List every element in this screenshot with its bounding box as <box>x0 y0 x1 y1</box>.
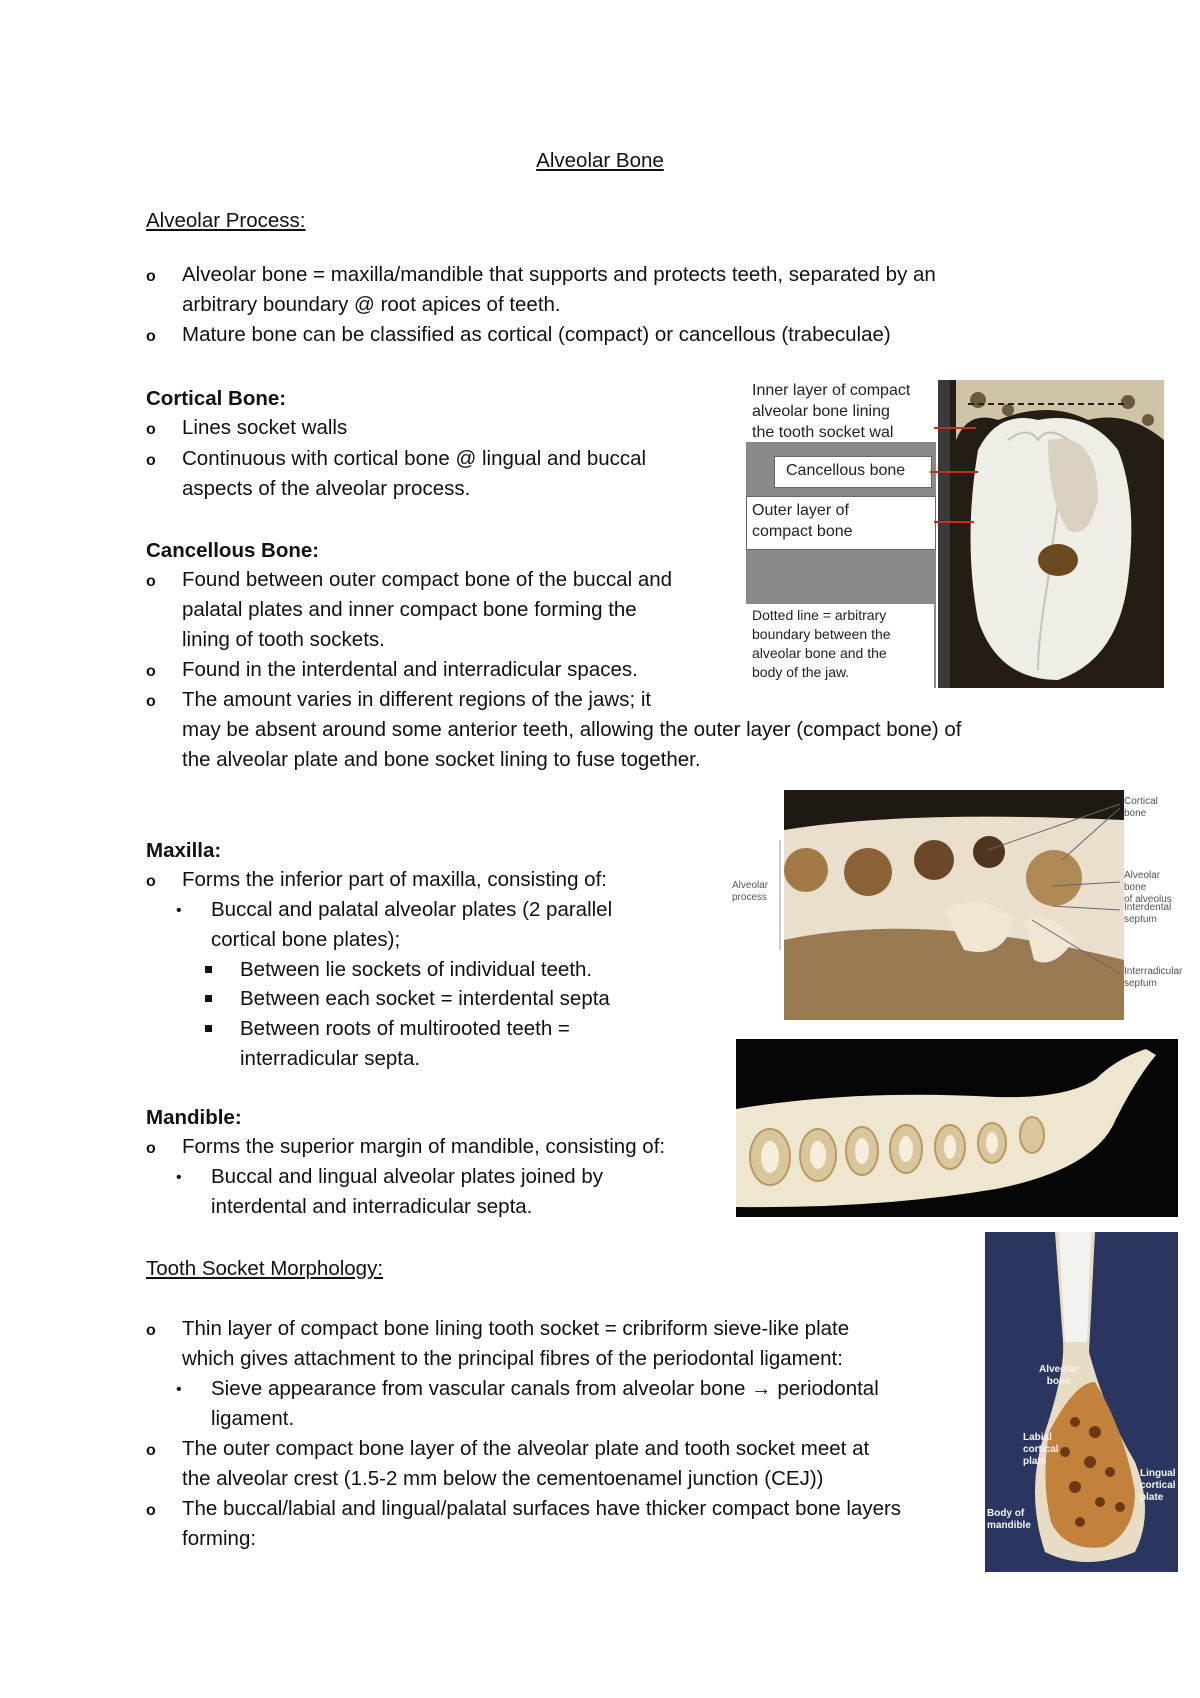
list-item-text: Buccal and palatal alveolar plates (2 parallel <box>211 898 613 921</box>
bullet: o <box>146 1140 156 1157</box>
list-item-text: the alveolar crest (1.5-2 mm below the cementoenamel junction (CEJ)) <box>182 1467 824 1490</box>
bullet: o <box>146 573 156 590</box>
pointer-lines <box>746 380 1164 688</box>
label-alveolar-bone: Alveolar <box>1039 1364 1079 1375</box>
figure-maxilla-alveolar: Alveolar process Cortical bone Alveolar bone of alveolus Interdental septum Interradicular septum <box>732 790 1172 1020</box>
section-heading-alveolar-process: Alveolar Process: <box>146 209 306 232</box>
figure-mandible-section <box>736 1039 1178 1217</box>
bullet: o <box>146 328 156 345</box>
list-item-text: may be absent around some anterior teeth, allowing the outer layer (compact bone) of <box>182 718 962 741</box>
figure-tooth-socket-labeled: Inner layer of compact alveolar bone lining the tooth socket wal Cancellous bone Outer layer of compact bone Dotted line = arbitrary boundary between the alveolar bone and the body of the jaw. <box>746 380 1164 688</box>
label-alveolar-bone: Alveolar bone <box>1124 870 1161 893</box>
list-item-text: The amount varies in different regions of the jaws; it <box>182 688 652 711</box>
bullet: o <box>146 873 156 890</box>
list-item-text: Between each socket = interdental septa <box>240 987 610 1010</box>
list-item-text: lining of tooth sockets. <box>182 628 385 651</box>
bullet <box>205 966 212 973</box>
section-heading-mandible: Mandible: <box>146 1106 242 1129</box>
list-item-text: interdental and interradicular septa. <box>211 1195 533 1218</box>
label-labial-cortical-plate: Labial <box>1023 1432 1052 1443</box>
bullet: o <box>146 693 156 710</box>
bullet: o <box>146 421 156 438</box>
section-heading-maxilla: Maxilla: <box>146 839 222 862</box>
list-item-text: Thin layer of compact bone lining tooth socket = cribriform sieve-like plate <box>182 1317 850 1340</box>
list-item-text: palatal plates and inner compact bone forming the <box>182 598 637 621</box>
list-item-text: cortical bone plates); <box>211 928 401 951</box>
label-inner-layer: Inner layer of compact <box>752 382 911 399</box>
label-dotted-line: Dotted line = arbitrary <box>752 607 887 623</box>
bullet <box>205 995 212 1002</box>
label-outer-layer: Outer layer of <box>752 502 849 519</box>
list-item-text: The outer compact bone layer of the alveolar plate and tooth socket meet at <box>182 1437 870 1460</box>
bullet <box>205 1025 212 1032</box>
label-lingual-cortical-plate: Lingual <box>1140 1468 1176 1479</box>
section-heading-cancellous: Cancellous Bone: <box>146 539 320 562</box>
bullet: • <box>176 1169 182 1186</box>
bullet: o <box>146 1502 156 1519</box>
list-item-text: Alveolar bone = maxilla/mandible that supports and protects teeth, separated by an <box>182 263 936 286</box>
list-item-text: Forms the superior margin of mandible, consisting of: <box>182 1135 666 1158</box>
label-body-of-mandible: Body of <box>987 1508 1025 1519</box>
section-heading-cortical: Cortical Bone: <box>146 387 287 410</box>
bullet: o <box>146 1442 156 1459</box>
list-item-text: Found in the interdental and interradicular spaces. <box>182 658 638 681</box>
section-heading-socket: Tooth Socket Morphology: <box>146 1257 384 1280</box>
bullet: • <box>176 902 182 919</box>
list-item-text: Mature bone can be classified as cortical (compact) or cancellous (trabeculae) <box>182 323 891 346</box>
list-item-text: arbitrary boundary @ root apices of teeth. <box>182 293 561 316</box>
list-item-text: aspects of the alveolar process. <box>182 477 471 500</box>
label-cancellous: Cancellous bone <box>786 462 906 479</box>
list-item-text: Lines socket walls <box>182 416 348 439</box>
bullet: o <box>146 268 156 285</box>
label-alveolar-process: Alveolar <box>732 880 769 891</box>
list-item-text: the alveolar plate and bone socket lining to fuse together. <box>182 748 701 771</box>
list-item-text: ligament. <box>211 1407 295 1430</box>
bullet: • <box>176 1381 182 1398</box>
list-item-text: Between roots of multirooted teeth = <box>240 1017 570 1040</box>
list-item-text: interradicular septa. <box>240 1047 421 1070</box>
list-item-text: The buccal/labial and lingual/palatal surfaces have thicker compact bone layers <box>182 1497 902 1520</box>
page-title: Alveolar Bone <box>536 149 664 172</box>
label-cortical-bone: Cortical <box>1124 796 1158 807</box>
list-item-text: Sieve appearance from vascular canals from alveolar bone → periodontal <box>211 1377 879 1400</box>
list-item-text: which gives attachment to the principal fibres of the periodontal ligament: <box>182 1347 843 1370</box>
bullet: o <box>146 452 156 469</box>
list-item-text: Continuous with cortical bone @ lingual and buccal <box>182 447 647 470</box>
label-interdental-septum: Interdental <box>1124 902 1172 913</box>
bullet: o <box>146 663 156 680</box>
list-item-text: Between lie sockets of individual teeth. <box>240 958 593 981</box>
figure-tooth-mandible: Alveolar bone Labial cortical plate Lingual cortical plate Body of mandible <box>985 1232 1178 1572</box>
list-item-text: forming: <box>182 1527 257 1550</box>
list-item-text: Found between outer compact bone of the buccal and <box>182 568 673 591</box>
label-interradicular-septum: Interradicular <box>1124 966 1183 977</box>
list-item-text: Forms the inferior part of maxilla, consisting of: <box>182 868 607 891</box>
list-item-text: Buccal and lingual alveolar plates joined by <box>211 1165 604 1188</box>
bullet: o <box>146 1322 156 1339</box>
